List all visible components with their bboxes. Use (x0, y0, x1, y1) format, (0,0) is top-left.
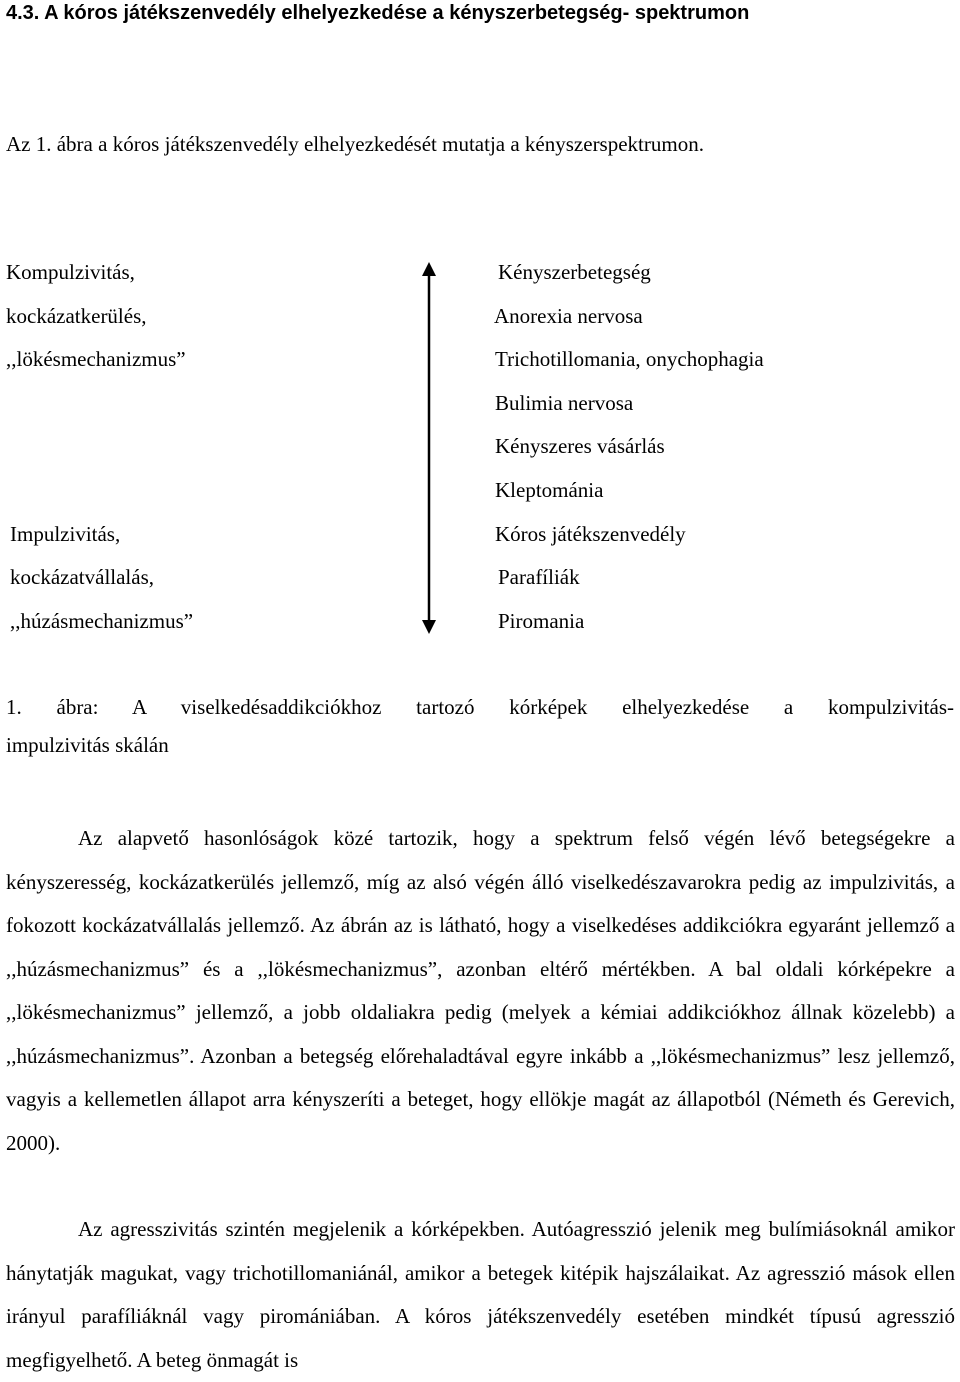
disorder-item: Kényszeres vásárlás (495, 434, 665, 458)
disorder-item: Piromania (498, 609, 585, 633)
disorder-item: Kényszerbetegség (498, 260, 651, 284)
caption-line-2: impulzivitás skálán (6, 733, 169, 758)
left-top-label: kockázatkerülés, (6, 304, 147, 328)
body-paragraph: Az alapvető hasonlóságok közé tartozik, hogy a spektrum felső végén lévő betegségekre a kényszeresség, kockázatkerülés jellemző, míg az alsó végén álló viselkedészavarokra pedig az impulzivitás, a fokozott kockázatvállalás jellemző. Az ábrán az is látható, hogy a viselkedéses addikciókra egyaránt jellemző a ,,húzásmechanizmus” és a ,,lökésmechanizmus”, azonban eltérő mértékben. A bal oldali kórképekre a ,,lökésmechanizmus” jellemző, a jobb oldaliakra pedig (melyek a kémiai addikciókhoz állnak közelebb) a ,,húzásmechanizmus”. Azonban a betegség előrehaladtával egyre inkább a ,,lökésmechanizmus” lesz jellemző, vagyis a kellemetlen állapot arra kényszeríti a beteget, hogy ellökje magát az állapotból (Németh és Gerevich, 2000). (6, 826, 955, 1155)
disorder-item: Trichotillomania, onychophagia (495, 347, 764, 371)
left-bottom-label: ,,húzásmechanizmus” (10, 609, 194, 633)
disorder-item: Kóros játékszenvedély (495, 522, 686, 546)
disorder-item: Bulimia nervosa (495, 391, 634, 415)
left-top-label: ,,lökésmechanizmus” (6, 347, 186, 371)
section-heading: 4.3. A kóros játékszenvedély elhelyezkedése a kényszerbetegség- spektrumon (6, 2, 750, 24)
figure-caption (6, 696, 954, 756)
disorder-item: Kleptománia (495, 478, 604, 502)
intro-sentence: Az 1. ábra a kóros játékszenvedély elhelyezkedését mutatja a kényszerspektrumon. (6, 132, 704, 156)
body-paragraph: Az agresszivitás szintén megjelenik a kórképekben. Autóagresszió jelenik meg bulímiásoknál amikor hánytatják magukat, vagy trichotillomaniánál, amikor a betegek kitépik hajszálaikat. Az agresszió mások ellen irányul parafíliáknál vagy piromániában. A kóros játékszenvedély esetében mindkét típusú agresszió megfigyelhető. A beteg önmagát is (6, 1217, 955, 1372)
caption-line-1: 1. ábra: A viselkedésaddikciókhoz tartozó kórképek elhelyezkedése a kompulzivitás- (6, 695, 954, 719)
double-arrow-icon (418, 262, 440, 634)
left-bottom-label: Impulzivitás, (10, 522, 121, 546)
left-top-label: Kompulzivitás, (6, 260, 135, 284)
disorder-item: Parafíliák (498, 565, 580, 589)
left-bottom-label: kockázatvállalás, (10, 565, 155, 589)
disorder-item: Anorexia nervosa (494, 304, 643, 328)
